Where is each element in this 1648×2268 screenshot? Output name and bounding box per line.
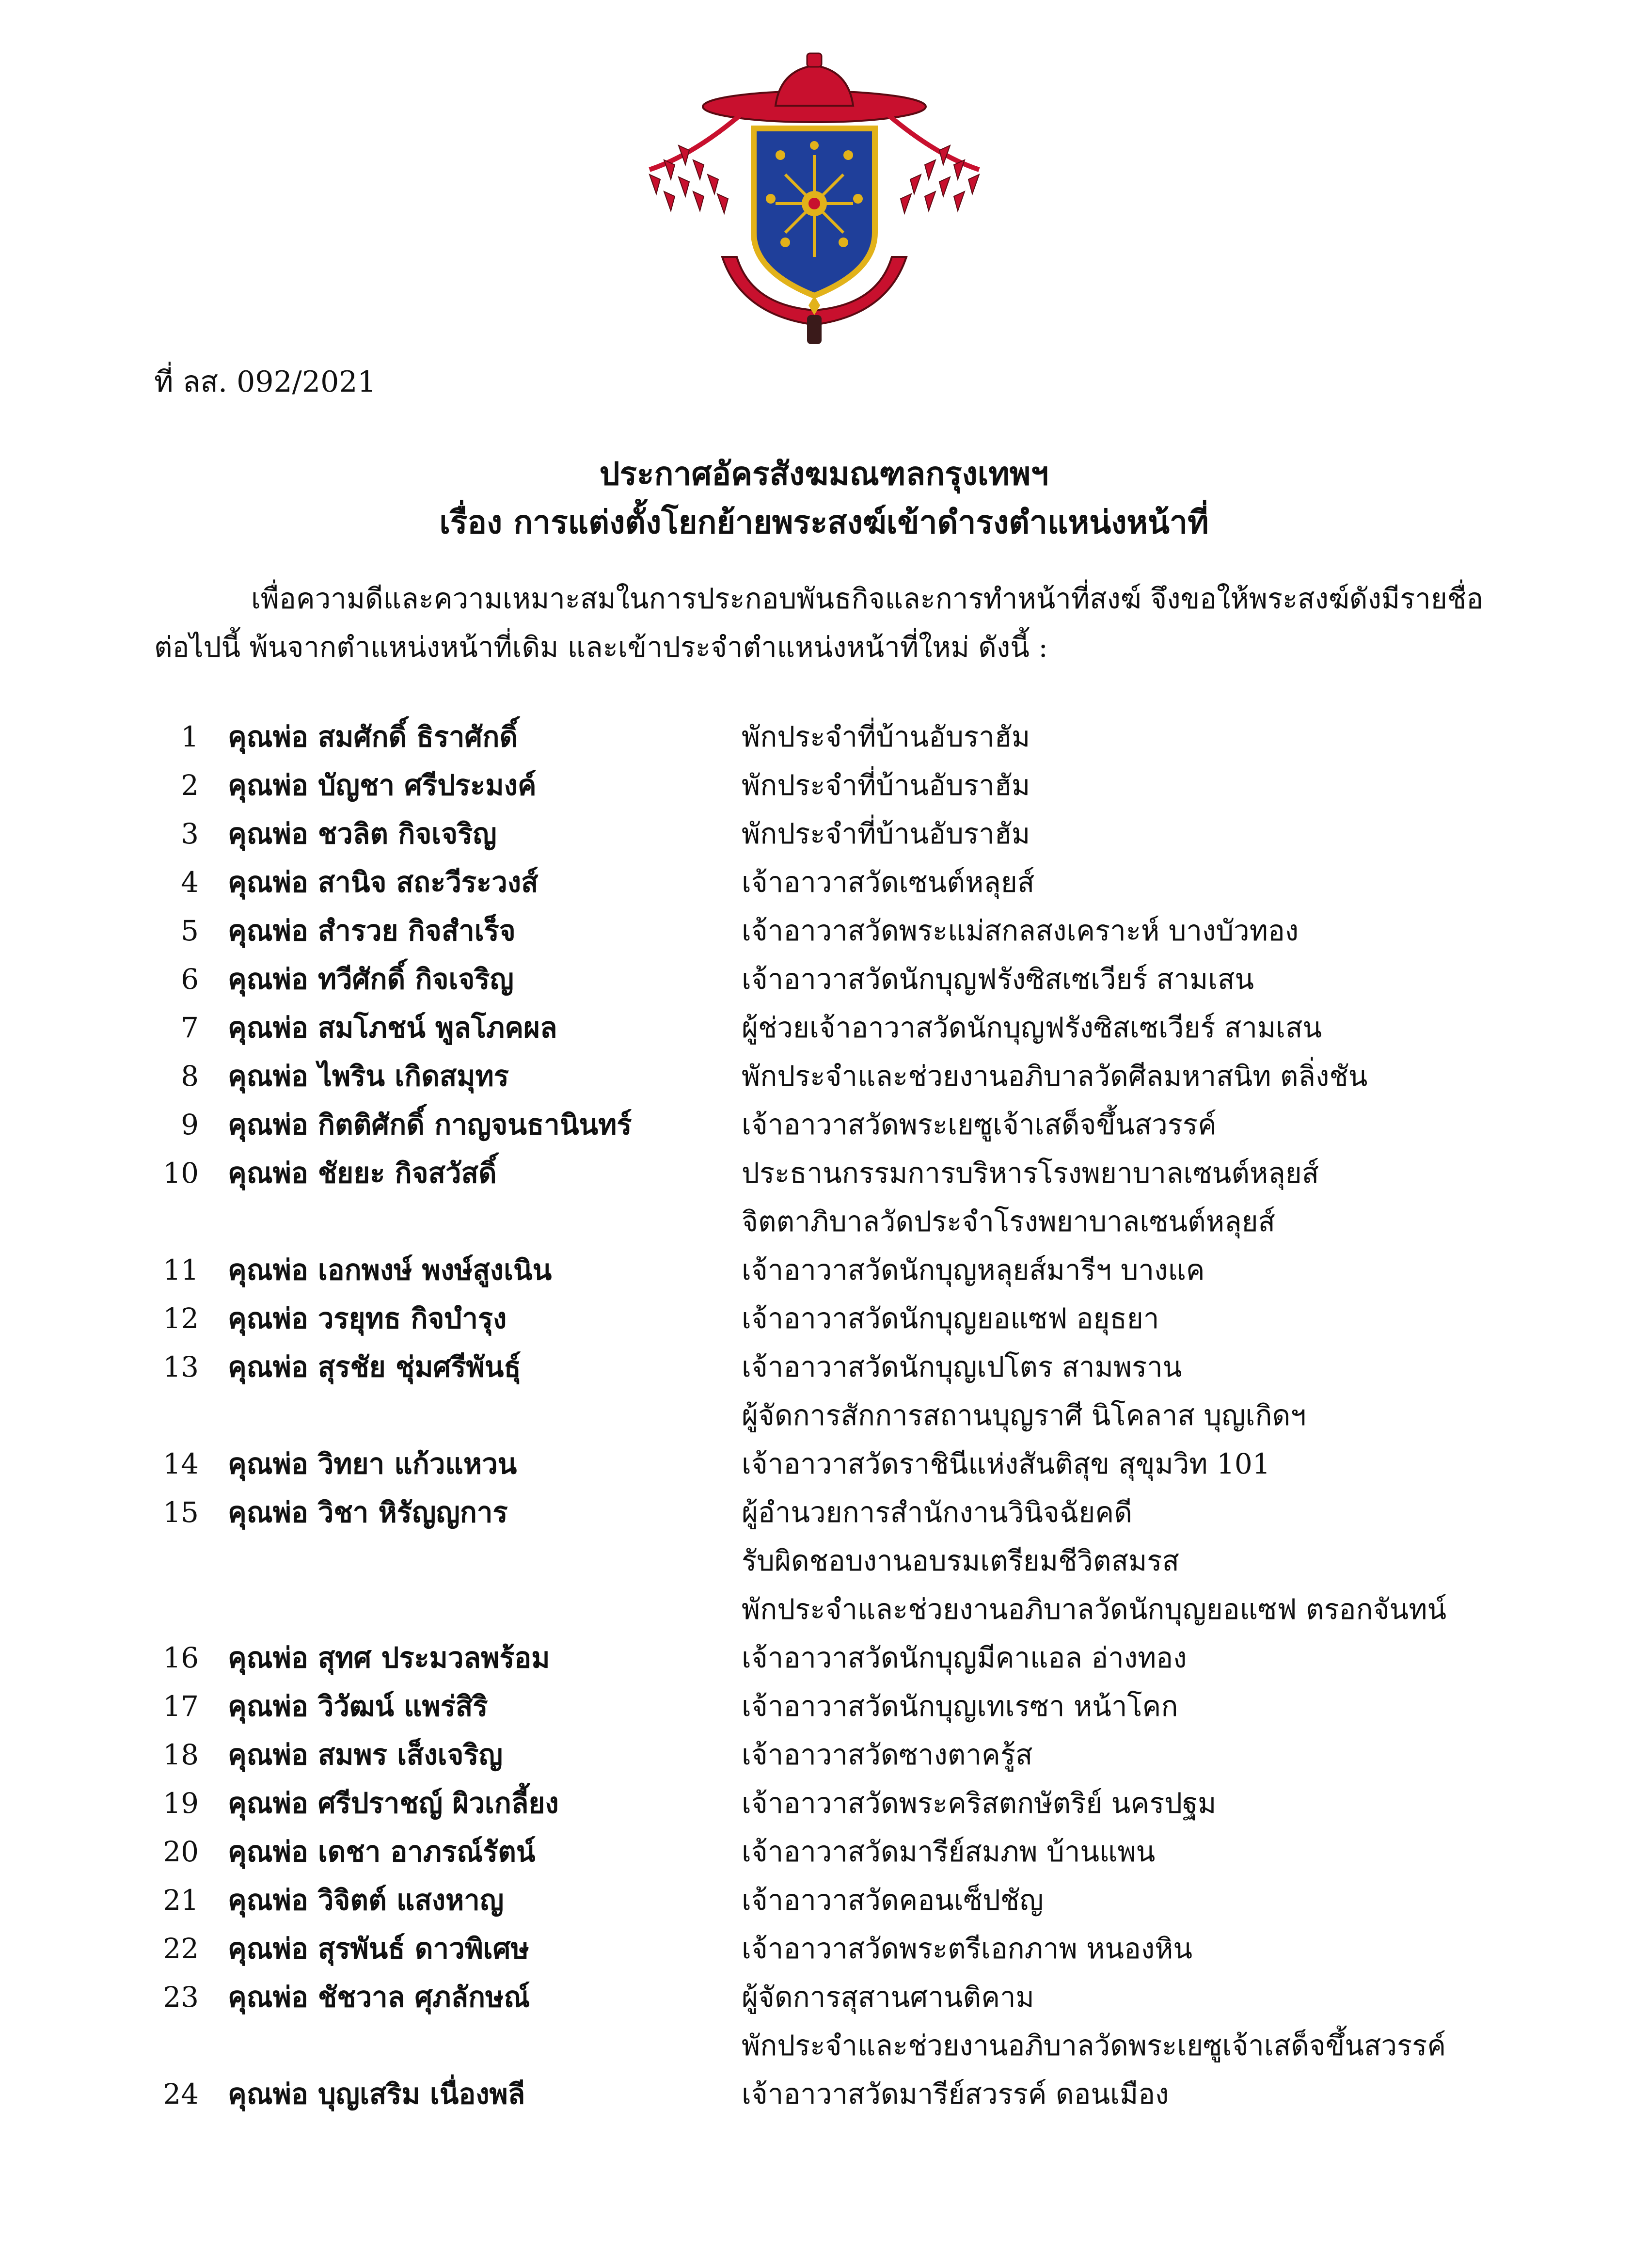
- announcement-subject: เรื่อง การแต่งตั้งโยกย้ายพระสงฆ์เข้าดำรงตำแหน่งหน้าที่: [439, 503, 1209, 541]
- appointment-line: [145, 1391, 1503, 1440]
- position-text: เจ้าอาวาสวัดนักบุญหลุยส์มารีฯ บางแค: [742, 1253, 1205, 1286]
- appointment-line: [145, 1827, 1503, 1876]
- item-number: 20: [163, 1835, 199, 1868]
- priest-name: คุณพ่อ วิจิตต์ แสงหาญ: [228, 1884, 504, 1917]
- item-number: 18: [163, 1738, 199, 1771]
- priest-name: คุณพ่อ ไพริน เกิดสมุทร: [228, 1060, 509, 1093]
- appointment-line: [145, 1537, 1503, 1585]
- appointment-row: [145, 1440, 1503, 1488]
- appointment-row: [145, 1827, 1503, 1876]
- priest-name: คุณพ่อ สมศักดิ์ ธิราศักดิ์: [228, 720, 518, 753]
- position-text: เจ้าอาวาสวัดซางตาครู้ส: [742, 1738, 1033, 1771]
- priest-name: คุณพ่อ สุทศ ประมวลพร้อม: [228, 1641, 550, 1674]
- priest-name: คุณพ่อ ชวลิต กิจเจริญ: [228, 817, 497, 850]
- priest-name: คุณพ่อ บุญเสริม เนื่องพลี: [228, 2078, 525, 2110]
- appointment-row: [145, 858, 1503, 906]
- item-number: 16: [163, 1641, 199, 1674]
- item-number: 10: [163, 1157, 199, 1190]
- item-number: 5: [181, 914, 199, 947]
- position-text: เจ้าอาวาสวัดคอนเซ็ปชัญ: [742, 1884, 1044, 1917]
- item-number: 8: [181, 1060, 199, 1093]
- position-text: เจ้าอาวาสวัดพระคริสตกษัตริย์ นครปฐม: [742, 1787, 1217, 1820]
- priest-name: คุณพ่อ สุรพันธ์ ดาวพิเศษ: [228, 1932, 529, 1965]
- appointment-row: [145, 1100, 1503, 1149]
- item-number: 23: [163, 1981, 199, 2014]
- item-number: 21: [163, 1884, 199, 1917]
- position-text: เจ้าอาวาสวัดนักบุญเปโตร สามพราน: [742, 1350, 1182, 1383]
- item-number: 3: [181, 817, 199, 850]
- appointment-line: [145, 761, 1503, 809]
- item-number: 24: [163, 2078, 199, 2110]
- position-text: เจ้าอาวาสวัดนักบุญยอแซฟ อยุธยา: [742, 1302, 1159, 1335]
- position-text: เจ้าอาวาสวัดนักบุญมีคาแอล อ่างทอง: [742, 1641, 1187, 1674]
- position-text: ผู้อำนวยการสำนักงานวินิจฉัยคดี: [742, 1496, 1132, 1529]
- appointment-row: [145, 1973, 1503, 2070]
- appointment-line: [145, 1488, 1503, 1537]
- priest-name: คุณพ่อ เดชา อาภรณ์รัตน์: [228, 1835, 536, 1868]
- position-text: รับผิดชอบงานอบรมเตรียมชีวิตสมรส: [742, 1544, 1179, 1577]
- intro-line-2: ต่อไปนี้ พ้นจากตำแหน่งหน้าที่เดิม และเข้าประจำตำแหน่งหน้าที่ใหม่ ดังนี้ :: [154, 631, 1048, 664]
- position-text: เจ้าอาวาสวัดมารีย์สมภพ บ้านแพน: [742, 1835, 1156, 1868]
- appointment-row: [145, 1682, 1503, 1730]
- appointment-list: [145, 713, 1503, 2118]
- item-number: 2: [181, 769, 199, 802]
- priest-name: คุณพ่อ สมพร เส็งเจริญ: [228, 1738, 503, 1771]
- appointment-row: [145, 1730, 1503, 1779]
- appointment-line: [145, 1052, 1503, 1100]
- appointment-row: [145, 1003, 1503, 1052]
- appointment-line: [145, 1682, 1503, 1730]
- priest-name: คุณพ่อ สานิจ สถะวีระวงส์: [228, 866, 539, 899]
- priest-name: คุณพ่อ ชัยยะ กิจสวัสดิ์: [228, 1157, 497, 1190]
- item-number: 7: [181, 1011, 199, 1044]
- appointment-line: [145, 1924, 1503, 1973]
- appointment-line: [145, 1149, 1503, 1197]
- appointment-line: [145, 1197, 1503, 1246]
- priest-name: คุณพ่อ วิชา หิรัญญการ: [228, 1496, 508, 1529]
- appointment-line: [145, 1343, 1503, 1391]
- priest-name: คุณพ่อ เอกพงษ์ พงษ์สูงเนิน: [228, 1253, 552, 1286]
- item-number: 12: [163, 1302, 199, 1335]
- position-text: เจ้าอาวาสวัดนักบุญเทเรซา หน้าโคก: [742, 1690, 1178, 1723]
- priest-name: คุณพ่อ สมโภชน์ พูลโภคผล: [228, 1011, 557, 1044]
- item-number: 13: [163, 1350, 199, 1383]
- appointment-row: [145, 1634, 1503, 1682]
- appointment-line: [145, 1634, 1503, 1682]
- priest-name: คุณพ่อ วิวัฒน์ แพร่สิริ: [228, 1690, 488, 1723]
- position-text: พักประจำและช่วยงานอภิบาลวัดพระเยซูเจ้าเสด็จขึ้นสวรรค์: [742, 2029, 1446, 2062]
- appointment-row: [145, 1149, 1503, 1246]
- appointment-line: [145, 1246, 1503, 1294]
- priest-name: คุณพ่อ สุรชัย ชุ่มศรีพันธุ์: [228, 1350, 521, 1383]
- intro-paragraph: [154, 574, 1492, 671]
- item-number: 6: [181, 963, 199, 996]
- appointment-line: [145, 1100, 1503, 1149]
- priest-name: คุณพ่อ ชัชวาล ศุภลักษณ์: [228, 1981, 530, 2014]
- appointment-row: [145, 1343, 1503, 1440]
- appointment-line: [145, 955, 1503, 1003]
- appointment-line: [145, 1779, 1503, 1827]
- position-text: พักประจำที่บ้านอับราฮัม: [742, 817, 1030, 850]
- item-number: 1: [181, 720, 199, 753]
- item-number: 17: [163, 1690, 199, 1723]
- priest-name: คุณพ่อ กิตติศักดิ์ กาญจนธานินทร์: [228, 1108, 632, 1141]
- appointment-row: [145, 1246, 1503, 1294]
- item-number: 11: [163, 1253, 199, 1286]
- priest-name: คุณพ่อ ทวีศักดิ์ กิจเจริญ: [228, 963, 514, 996]
- appointment-line: [145, 1585, 1503, 1634]
- document-number: ที่ ลส. 092/2021: [154, 365, 376, 399]
- appointment-row: [145, 1876, 1503, 1924]
- position-text: เจ้าอาวาสวัดนักบุญฟรังซิสเซเวียร์ สามเสน: [742, 963, 1254, 996]
- priest-name: คุณพ่อ บัญชา ศรีประมงค์: [228, 769, 537, 802]
- position-text: พักประจำที่บ้านอับราฮัม: [742, 769, 1030, 802]
- position-text: ผู้จัดการสุสานศานติคาม: [742, 1981, 1034, 2014]
- position-text: เจ้าอาวาสวัดเซนต์หลุยส์: [742, 866, 1035, 899]
- appointment-row: [145, 761, 1503, 809]
- position-text: ผู้ช่วยเจ้าอาวาสวัดนักบุญฟรังซิสเซเวียร์ สามเสน: [742, 1011, 1322, 1044]
- position-text: พักประจำและช่วยงานอภิบาลวัดนักบุญยอแซฟ ตรอกจันทน์: [742, 1593, 1447, 1626]
- position-text: เจ้าอาวาสวัดพระแม่สกลสงเคราะห์ บางบัวทอง: [742, 914, 1299, 947]
- item-number: 4: [181, 866, 199, 899]
- position-text: จิตตาภิบาลวัดประจำโรงพยาบาลเซนต์หลุยส์: [742, 1205, 1275, 1238]
- item-number: 19: [163, 1787, 199, 1820]
- appointment-row: [145, 1924, 1503, 1973]
- appointment-line: [145, 1973, 1503, 2021]
- appointment-line: [145, 1876, 1503, 1924]
- appointment-line: [145, 713, 1503, 761]
- appointment-row: [145, 955, 1503, 1003]
- position-text: ผู้จัดการสักการสถานบุญราศี นิโคลาส บุญเกิดฯ: [742, 1399, 1306, 1432]
- appointment-row: [145, 906, 1503, 955]
- archdiocese-coat-of-arms: [620, 44, 1008, 354]
- appointment-line: [145, 809, 1503, 858]
- position-text: เจ้าอาวาสวัดราชินีแห่งสันติสุข สุขุมวิท 101: [742, 1447, 1270, 1480]
- position-text: ประธานกรรมการบริหารโรงพยาบาลเซนต์หลุยส์: [742, 1157, 1319, 1190]
- priest-name: คุณพ่อ วิทยา แก้วแหวน: [228, 1447, 517, 1480]
- item-number: 15: [163, 1496, 199, 1529]
- appointment-line: [145, 2070, 1503, 2118]
- appointment-row: [145, 1488, 1503, 1634]
- appointment-line: [145, 858, 1503, 906]
- position-text: เจ้าอาวาสวัดพระตรีเอกภาพ หนองหิน: [742, 1932, 1193, 1965]
- item-number: 9: [181, 1108, 199, 1141]
- priest-name: คุณพ่อ สำรวย กิจสำเร็จ: [228, 914, 516, 947]
- appointment-line: [145, 1003, 1503, 1052]
- appointment-row: [145, 1294, 1503, 1343]
- appointment-line: [145, 1730, 1503, 1779]
- position-text: เจ้าอาวาสวัดมารีย์สวรรค์ ดอนเมือง: [742, 2078, 1169, 2110]
- appointment-line: [145, 1440, 1503, 1488]
- item-number: 22: [163, 1932, 199, 1965]
- announcement-title: ประกาศอัครสังฆมณฑลกรุงเทพฯ: [599, 455, 1049, 492]
- appointment-row: [145, 1779, 1503, 1827]
- appointment-line: [145, 1294, 1503, 1343]
- appointment-row: [145, 1052, 1503, 1100]
- appointment-row: [145, 713, 1503, 761]
- appointment-row: [145, 809, 1503, 858]
- position-text: พักประจำที่บ้านอับราฮัม: [742, 720, 1030, 753]
- position-text: พักประจำและช่วยงานอภิบาลวัดศีลมหาสนิท ตลิ่งชัน: [742, 1060, 1368, 1093]
- position-text: เจ้าอาวาสวัดพระเยซูเจ้าเสด็จขึ้นสวรรค์: [742, 1108, 1217, 1141]
- appointment-row: [145, 2070, 1503, 2118]
- priest-name: คุณพ่อ ศรีปราชญ์ ผิวเกลี้ยง: [228, 1787, 559, 1820]
- priest-name: คุณพ่อ วรยุทธ กิจบำรุง: [228, 1302, 507, 1335]
- item-number: 14: [163, 1447, 199, 1480]
- appointment-line: [145, 2021, 1503, 2070]
- intro-line-1: เพื่อความดีและความเหมาะสมในการประกอบพันธกิจและการทำหน้าที่สงฆ์ จึงขอให้พระสงฆ์ดังมีรายชื่อ: [251, 582, 1484, 615]
- appointment-line: [145, 906, 1503, 955]
